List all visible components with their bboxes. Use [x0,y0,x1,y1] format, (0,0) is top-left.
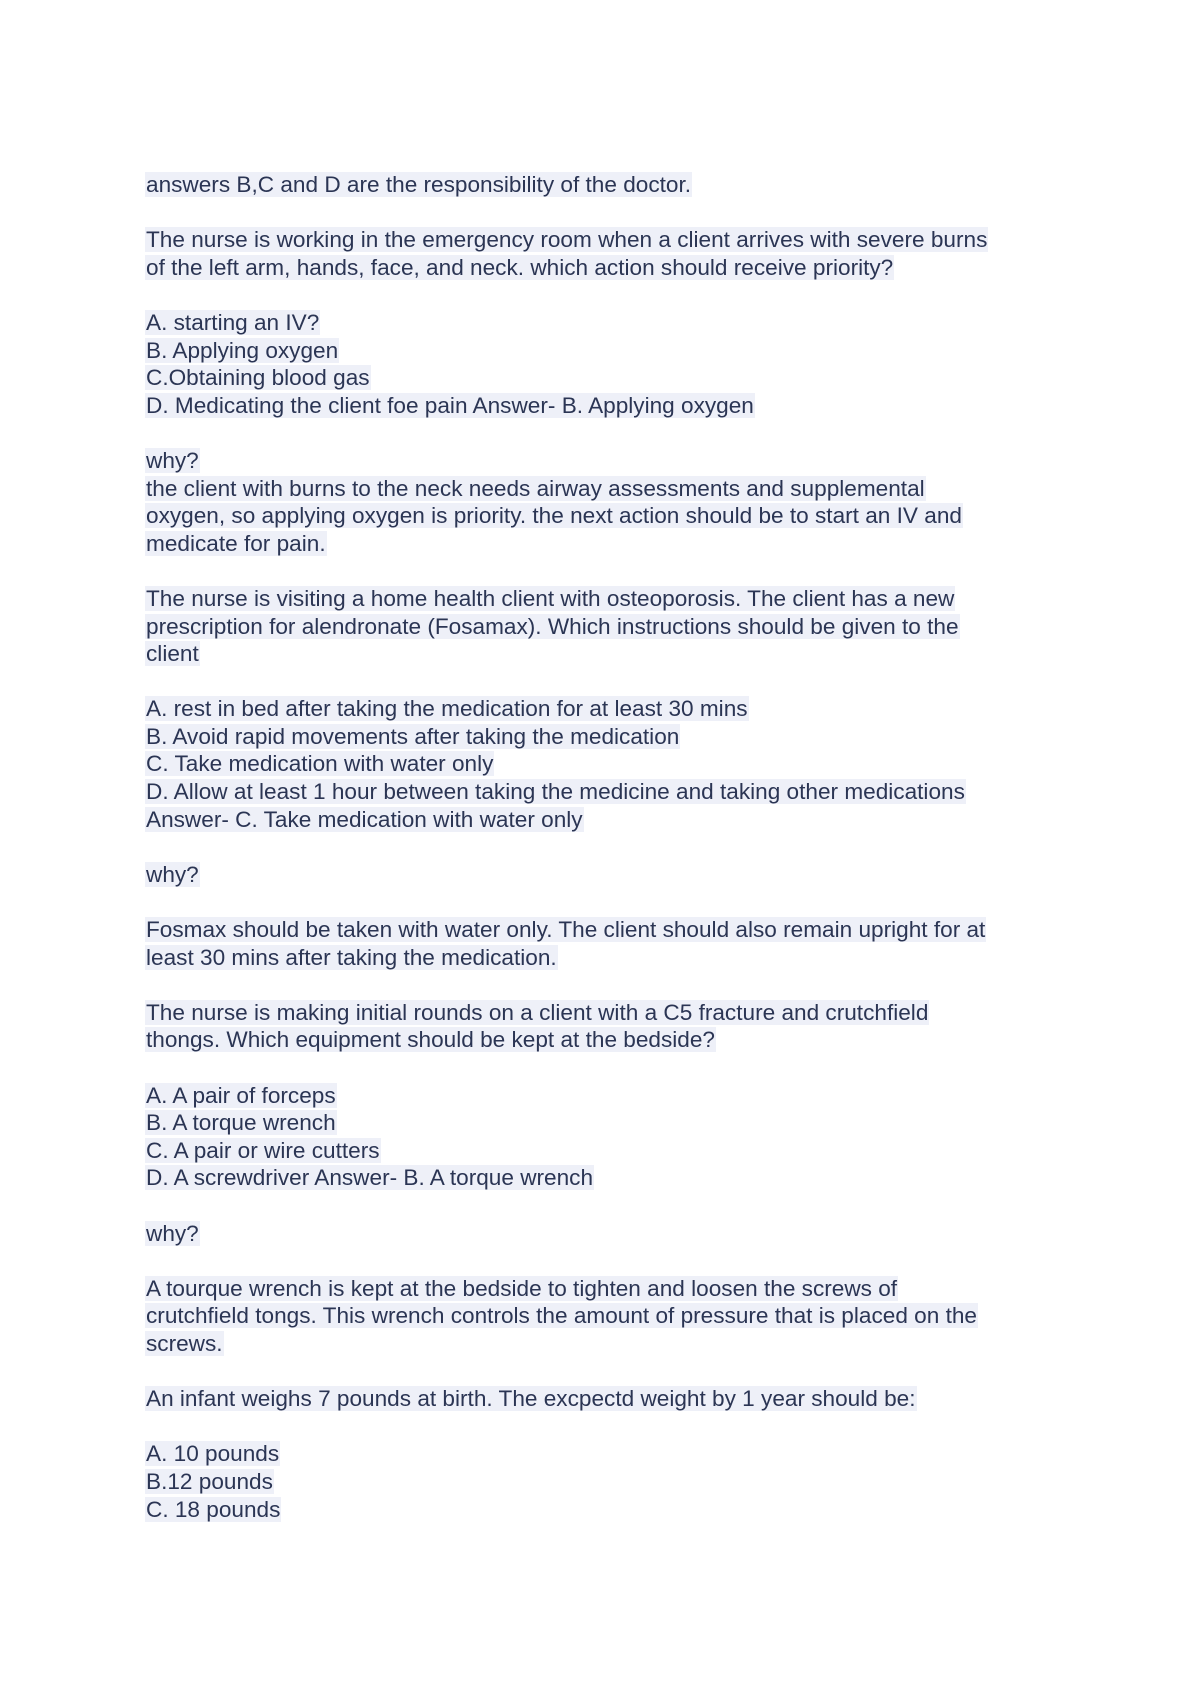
text-line-content: client [146,641,199,667]
paragraph-gap [145,668,1065,696]
text-line [145,447,1065,475]
text-line [145,475,1065,503]
text-line [145,226,1065,254]
paragraph [145,1275,1065,1358]
text-line [145,1109,1065,1137]
paragraph-gap [145,1054,1065,1082]
text-line [145,337,1065,365]
text-line [145,723,1065,751]
paragraph-gap [145,833,1065,861]
text-line [145,585,1065,613]
text-line [145,309,1065,337]
paragraph-gap [145,419,1065,447]
text-line-content: thongs. Which equipment should be kept at the bedside? [146,1027,715,1053]
paragraph [145,1220,1065,1248]
text-line-content: A. 10 pounds [146,1441,280,1467]
text-line [145,640,1065,668]
text-line-content: A tourque wrench is kept at the bedside to tighten and loosen the screws of [146,1275,898,1301]
text-line-content: the client with burns to the neck needs airway assessments and supplemental [146,475,925,501]
paragraph [145,1385,1065,1413]
text-line [145,944,1065,972]
text-line-content: C.Obtaining blood gas [146,365,370,391]
text-line [145,171,1065,199]
text-line [145,750,1065,778]
text-line [145,1275,1065,1303]
paragraph [145,999,1065,1054]
paragraph-gap [145,971,1065,999]
paragraph [145,171,1065,199]
text-line-content: why? [146,447,199,473]
text-line-content: B. Applying oxygen [146,337,339,363]
text-line [145,778,1065,806]
text-line-content: Fosmax should be taken with water only. The client should also remain upright for at [146,917,986,943]
text-line-content: A. A pair of forceps [146,1082,336,1108]
text-line-content: The nurse is working in the emergency room when a client arrives with severe burns [146,227,988,253]
text-line [145,1330,1065,1358]
paragraph [145,447,1065,557]
text-line-content: Answer- C. Take medication with water only [146,806,583,832]
text-line [145,916,1065,944]
paragraph-gap [145,1413,1065,1441]
text-line [145,1385,1065,1413]
text-line-content: crutchfield tongs. This wrench controls the amount of pressure that is placed on the [146,1303,977,1329]
paragraph-gap [145,199,1065,227]
paragraph [145,861,1065,889]
text-line [145,695,1065,723]
text-line-content: C. A pair or wire cutters [146,1137,380,1163]
paragraph [145,916,1065,971]
text-line [145,613,1065,641]
text-line [145,1302,1065,1330]
text-line [145,1137,1065,1165]
text-line [145,1082,1065,1110]
text-line-content: A. starting an IV? [146,309,320,335]
text-line [145,1220,1065,1248]
text-line [145,392,1065,420]
text-line-content: of the left arm, hands, face, and neck. which action should receive priority? [146,254,894,280]
paragraph [145,695,1065,833]
text-line [145,1468,1065,1496]
text-line-content: B. Avoid rapid movements after taking the medication [146,723,680,749]
text-line [145,502,1065,530]
paragraph [145,309,1065,419]
text-line-content: C. 18 pounds [146,1496,281,1522]
text-line [145,254,1065,282]
paragraph [145,226,1065,281]
text-line-content: prescription for alendronate (Fosamax). Which instructions should be given to the [146,613,959,639]
text-line-content: D. A screwdriver Answer- B. A torque wrench [146,1165,594,1191]
text-line [145,861,1065,889]
text-line-content: B.12 pounds [146,1468,273,1494]
text-line-content: medicate for pain. [146,530,326,556]
text-line-content: D. Allow at least 1 hour between taking the medicine and taking other medications [146,779,965,805]
text-line [145,806,1065,834]
text-line-content: why? [146,1220,199,1246]
paragraph-gap [145,1192,1065,1220]
text-line-content: The nurse is visiting a home health client with osteoporosis. The client has a new [146,585,955,611]
paragraph [145,585,1065,668]
paragraph-gap [145,888,1065,916]
text-line-content: A. rest in bed after taking the medication for at least 30 mins [146,696,748,722]
paragraph-gap [145,1247,1065,1275]
text-line [145,1164,1065,1192]
text-line-content: oxygen, so applying oxygen is priority. the next action should be to start an IV and [146,503,962,529]
text-line-content: screws. [146,1330,223,1356]
document-body [145,171,1065,1523]
paragraph [145,1082,1065,1192]
text-line [145,1440,1065,1468]
text-line [145,530,1065,558]
paragraph-gap [145,281,1065,309]
text-line-content: B. A torque wrench [146,1110,336,1136]
paragraph-gap [145,557,1065,585]
text-line [145,364,1065,392]
text-line-content: The nurse is making initial rounds on a client with a C5 fracture and crutchfield [146,999,929,1025]
text-line-content: An infant weighs 7 pounds at birth. The excpectd weight by 1 year should be: [146,1386,916,1412]
text-line [145,999,1065,1027]
text-line-content: why? [146,861,199,887]
text-line-content: answers B,C and D are the responsibility of the doctor. [146,172,692,197]
text-line [145,1026,1065,1054]
paragraph-gap [145,1358,1065,1386]
text-line [145,1496,1065,1524]
paragraph [145,1440,1065,1523]
text-line-content: least 30 mins after taking the medication. [146,944,557,970]
text-line-content: D. Medicating the client foe pain Answer- B. Applying oxygen [146,392,754,418]
text-line-content: C. Take medication with water only [146,751,494,777]
